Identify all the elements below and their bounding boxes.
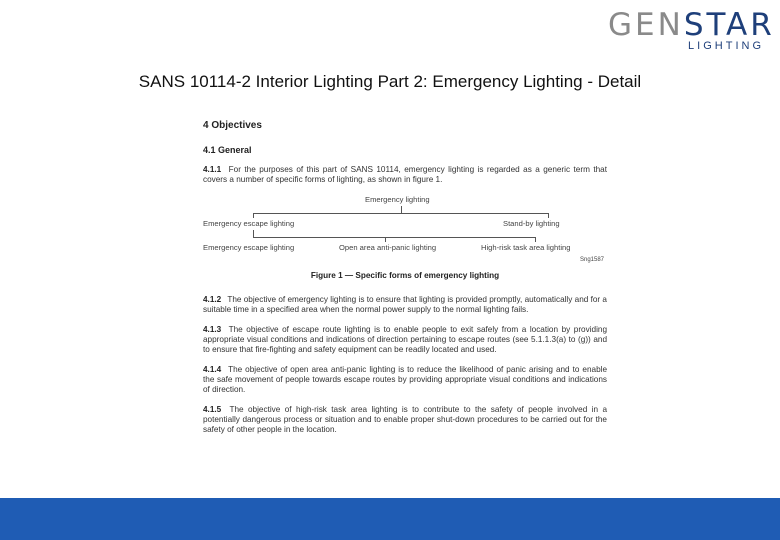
diagram-connector — [548, 213, 549, 218]
paragraph-4-1-1 — [203, 165, 607, 185]
diagram-connector — [253, 237, 535, 238]
clause-text: The objective of high-risk task area lighting is to contribute to the safety of people involved in a potentially dangerous process or situation and to enable proper shut-down procedures to be carried out for the safety of other people in the location. — [203, 405, 607, 434]
diagram-connector — [535, 237, 536, 242]
diagram-code: Sng1587 — [580, 257, 605, 263]
paragraph-4-1-4 — [203, 365, 607, 395]
diagram-sub-antipanic: Open area anti-panic lighting — [339, 243, 437, 252]
clause-number: 4.1.4 — [203, 365, 222, 374]
diagram-right-node: Stand-by lighting — [503, 219, 560, 228]
clause-text: The objective of escape route lighting is to enable people to exit safely from a location by providing appropriate visual conditions and indications of direction pertaining to escape routes (see 5.1.1.3(a) to (g)) and to ensure that fire-fighting and safety equipment can be readily located and used. — [203, 325, 607, 354]
diagram-sub-escape: Emergency escape lighting — [203, 243, 295, 252]
section-heading: 4 Objectives — [203, 120, 262, 131]
subsection-heading: 4.1 General — [203, 145, 252, 155]
logo-star: STAR — [683, 7, 775, 43]
paragraph-4-1-5 — [203, 405, 607, 435]
figure-caption: Figure 1 — Specific forms of emergency lighting — [310, 271, 500, 280]
clause-number: 4.1.5 — [203, 405, 222, 414]
clause-text: For the purposes of this part of SANS 10114, emergency lighting is regarded as a generic term that covers a number of specific forms of lighting, as shown in figure 1. — [203, 165, 607, 184]
logo-gen: GEN — [608, 7, 684, 43]
diagram-connector — [401, 206, 402, 213]
diagram-connector — [385, 237, 386, 242]
clause-text: The objective of open area anti-panic lighting is to reduce the likelihood of panic arising and to enable the safe movement of people towards escape routes by providing appropriate visual conditions and indications of direction. — [203, 365, 607, 394]
paragraph-4-1-2 — [203, 295, 607, 315]
diagram-root: Emergency lighting — [365, 195, 430, 204]
logo-wordmark — [608, 8, 775, 42]
diagram-left-node: Emergency escape lighting — [203, 219, 295, 228]
slide-title: SANS 10114-2 Interior Lighting Part 2: Emergency Lighting - Detail — [138, 72, 642, 91]
diagram-connector — [253, 213, 254, 218]
clause-number: 4.1.2 — [203, 295, 222, 304]
footer-band — [0, 498, 780, 540]
document-excerpt — [203, 118, 607, 445]
paragraph-4-1-3 — [203, 325, 607, 355]
diagram-sub-highrisk: High-risk task area lighting — [481, 243, 571, 252]
genstar-logo — [608, 7, 775, 52]
diagram-connector — [253, 230, 254, 237]
emergency-lighting-diagram — [203, 195, 607, 267]
clause-text: The objective of emergency lighting is to ensure that lighting is provided promptly, automatically and for a suitable time in a specified area when the normal power supply to the normal lighting fails. — [203, 295, 607, 314]
diagram-connector — [253, 213, 548, 214]
clause-number: 4.1.1 — [203, 165, 222, 174]
logo-subtitle: LIGHTING — [688, 40, 764, 52]
clause-number: 4.1.3 — [203, 325, 222, 334]
